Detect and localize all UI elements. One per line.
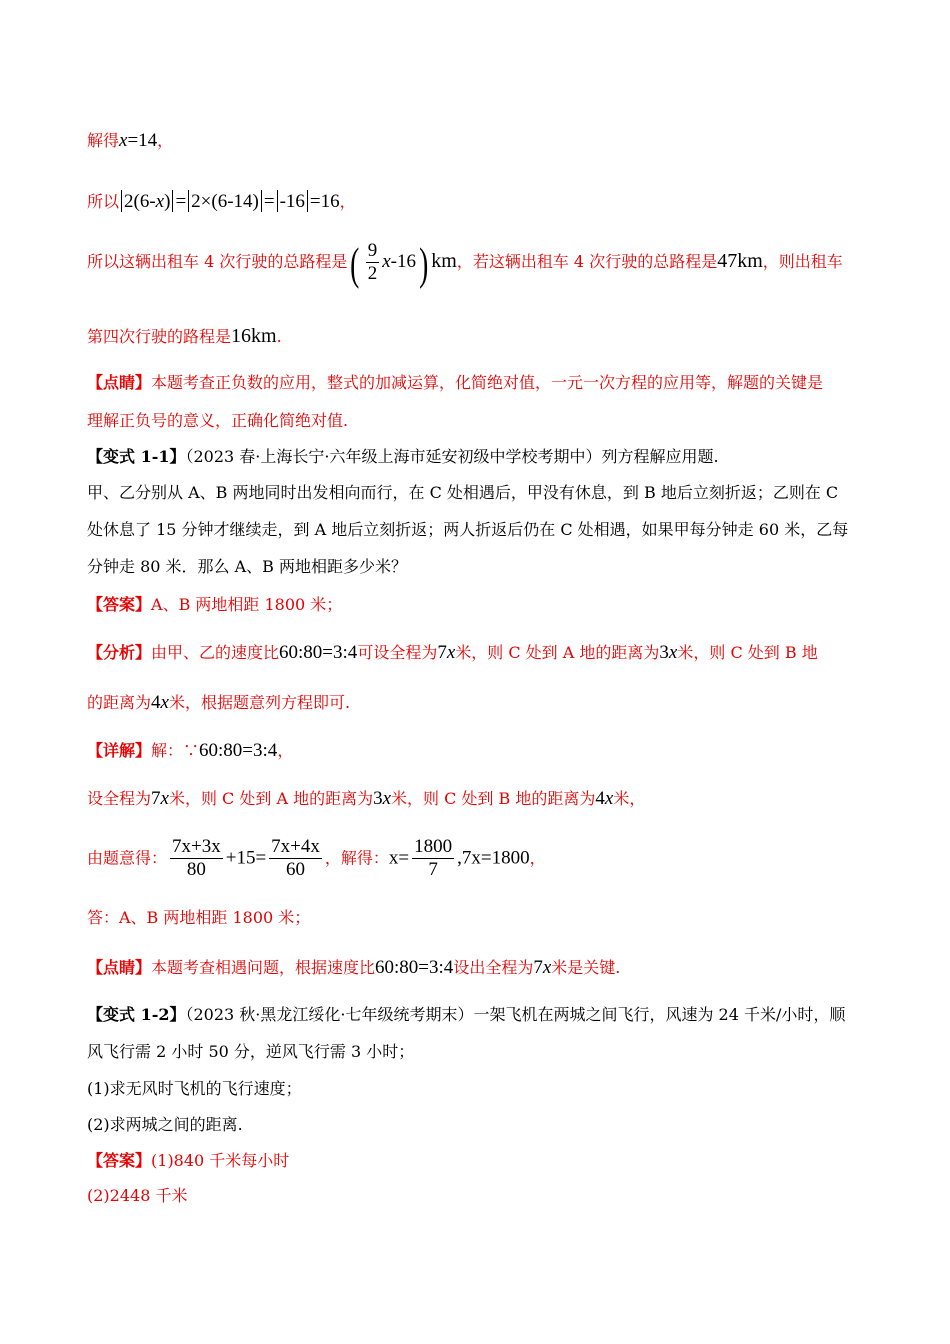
problem-text-3: 分钟走 80 米．那么 A、B 两地相距多少米？ <box>87 557 408 576</box>
variant-1-2-heading: 【变式 1-2】（2023 秋·黑龙江绥化·七年级统考期末）一架飞机在两城之间飞行，风速为 24 千米/小时，顺 <box>87 1005 846 1024</box>
problem-text-1: 甲、乙分别从 A、B 两地同时出发相向而行，在 C 处相遇后，甲没有休息，到 B 地后立刻折返；乙则在 C <box>87 483 839 502</box>
detail-1-1-setup: 设全程为7x米，则 C 处到 A 地的距离为3x米，则 C 处到 B 地的距离为4x米， <box>87 788 646 809</box>
conclusion-1-1: 答：A、B 两地相距 1800 米； <box>87 908 311 927</box>
equation-line: 由题意得： $\frac{7x+3x}{80}$ +15= $\frac{7x+4x}{60}$ ，解得：x= $\frac{1800}{7}$ ,7x=1800， <box>87 836 546 880</box>
analysis-1-1-cont: 的距离为4x米，根据题意列方程即可. <box>87 692 351 713</box>
variant-1-2-text: 风飞行需 2 小时 50 分，逆风飞行需 3 小时； <box>87 1042 415 1061</box>
absolute-value-line: 所以 2(6-x) = 2×(6-14) = -16 =16， <box>87 191 356 212</box>
variant-1-1-heading: 【变式 1-1】（2023 春·上海长宁·六年级上海市延安初级中学校考期中）列方程解应用题. <box>87 447 719 466</box>
answer-1-2: 【答案】(1)840 千米每小时 <box>87 1151 290 1170</box>
problem-text-2: 处休息了 15 分钟才继续走，到 A 地后立刻折返；两人折返后仍在 C 处相遇，如果甲每分钟走 60 米，乙每 <box>87 520 849 539</box>
fourth-trip-line: 第四次行驶的路程是16km. <box>87 325 282 347</box>
answer-1-2-part2: (2)2448 千米 <box>87 1186 188 1205</box>
dianjing-1-cont: 理解正负号的意义，正确化简绝对值. <box>87 411 349 430</box>
answer-1-1: 【答案】A、B 两地相距 1800 米； <box>87 595 343 614</box>
dianjing-2: 【点睛】本题考查相遇问题，根据速度比60:80=3:4设出全程为7x米是关键. <box>87 957 621 978</box>
dianjing-1: 【点睛】本题考查正负数的应用，整式的加减运算，化简绝对值，一元一次方程的应用等，解题的关键是 <box>87 373 824 392</box>
detail-1-1: 【详解】解：∵60:80=3:4， <box>87 740 294 761</box>
solution-line-x14: 解得x=14， <box>87 130 174 151</box>
question-1: (1)求无风时飞机的飞行速度； <box>87 1079 302 1098</box>
analysis-1-1: 【分析】由甲、乙的速度比60:80=3:4可设全程为7x米，则 C 处到 A 地的距离为3x米，则 C 处到 B 地 <box>87 642 818 663</box>
total-distance-line: 所以这辆出租车 4 次行驶的总路程是( $\frac{9}{2}$ x-16) km，若这辆出租车 4 次行驶的总路程是47km，则出租车 <box>87 237 843 289</box>
question-2: (2)求两城之间的距离. <box>87 1115 243 1134</box>
